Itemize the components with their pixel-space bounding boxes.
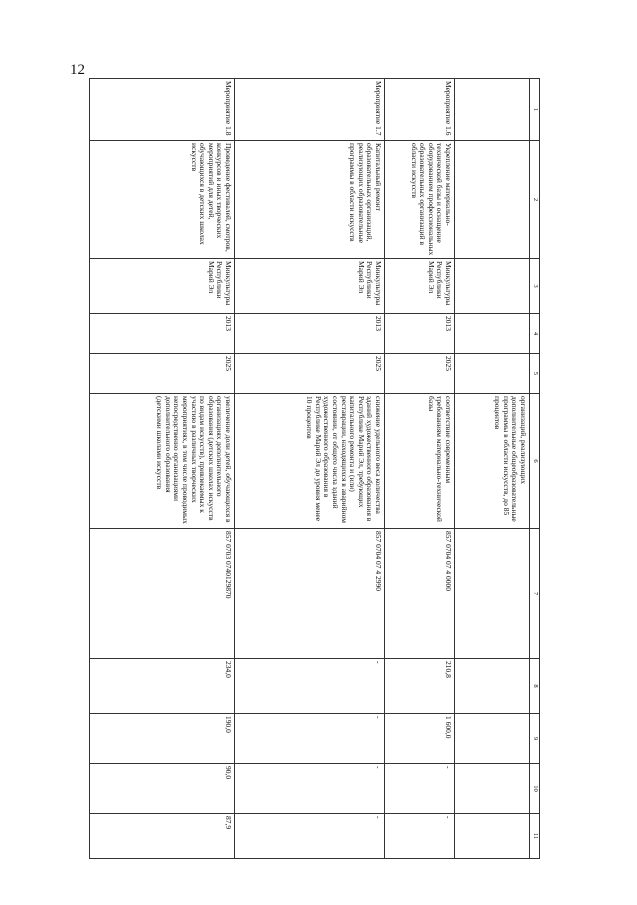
cell-activity: Мероприятие 1.7 <box>235 79 385 141</box>
rotated-table-container <box>92 78 540 858</box>
cell-value: - <box>235 814 385 859</box>
cell-executor: Минкультуры Республики Марий Эл <box>385 259 455 314</box>
cell-description: Укрепление материально-технической базы и оснащение оборудованием профессиональных образовательных организаций в области искусств <box>385 141 455 259</box>
col-header: 10 <box>530 764 540 814</box>
continuation-row <box>455 79 530 859</box>
page-number: 12 <box>70 62 85 78</box>
col-header: 6 <box>530 394 540 529</box>
cell-result: снижение удельного веса количества зданий художественного образования в Республике Марий Эл, требующих капитального ремонта и (или) реставрации, находящихся в аварийном состоянии, от общего числа зданий художественного образования в Республике Марий Эл до уровня менее 10 процентов <box>235 394 385 529</box>
cell-value: 210,8 <box>385 659 455 714</box>
cell-end-year: 2025 <box>235 354 385 394</box>
cell-activity: Мероприятие 1.8 <box>90 79 235 141</box>
col-header: 2 <box>530 141 540 259</box>
cell-description: Капитальный ремонт образовательных организаций, реализующих образовательные программы в области искусств <box>235 141 385 259</box>
col-header: 7 <box>530 529 540 659</box>
cell-value: 234,0 <box>90 659 235 714</box>
cell-start-year: 2013 <box>385 314 455 354</box>
cell-result: увеличение доли детей, обучающихся в организациях дополнительного образования (детских школах искусств по видам искусств), привлекаемых к участию в различных творческих мероприятиях, в том числе проводимых непосредственно организациями дополнительного образования (детскими школами искусств <box>90 394 235 529</box>
cell-budget-code: 857 0704 07 4 2990 <box>235 529 385 659</box>
col-header: 11 <box>530 814 540 859</box>
cell-executor: Минкультуры Республики Марий Эл <box>90 259 235 314</box>
cell-value: - <box>235 714 385 764</box>
cell-budget-code: 857 0703 0740129870 <box>90 529 235 659</box>
table-row <box>235 79 385 859</box>
cell-value: - <box>235 659 385 714</box>
cell-start-year: 2013 <box>90 314 235 354</box>
cell-end-year: 2025 <box>90 354 235 394</box>
cell-result: соответствие современным требованиям материально-технической базы <box>385 394 455 529</box>
column-number-row <box>530 79 540 859</box>
cell-activity: Мероприятие 1.6 <box>385 79 455 141</box>
cell-value: 190,0 <box>90 714 235 764</box>
col-header: 9 <box>530 714 540 764</box>
cell-value: - <box>385 764 455 814</box>
continuation-text: организаций, реализующих дополнительные общеобразовательные программы в области искусств, до 85 процентов <box>455 394 530 529</box>
col-header: 4 <box>530 314 540 354</box>
cell-budget-code: 857 0704 07 4 0000 <box>385 529 455 659</box>
col-header: 3 <box>530 259 540 314</box>
cell-end-year: 2025 <box>385 354 455 394</box>
table-row <box>385 79 455 859</box>
program-activities-table <box>89 78 540 859</box>
cell-start-year: 2013 <box>235 314 385 354</box>
cell-executor: Минкультуры Республики Марий Эл <box>235 259 385 314</box>
cell-value: - <box>235 764 385 814</box>
col-header: 5 <box>530 354 540 394</box>
col-header: 8 <box>530 659 540 714</box>
col-header: 1 <box>530 79 540 141</box>
cell-value: 90,0 <box>90 764 235 814</box>
cell-description: Проведение фестивалей, смотров, конкурсов и иных творческих мероприятий для детей, обучающихся в детских школах искусств <box>90 141 235 259</box>
cell-value: 1 600,0 <box>385 714 455 764</box>
table-row <box>90 79 235 859</box>
cell-value: - <box>385 814 455 859</box>
cell-value: 87,9 <box>90 814 235 859</box>
